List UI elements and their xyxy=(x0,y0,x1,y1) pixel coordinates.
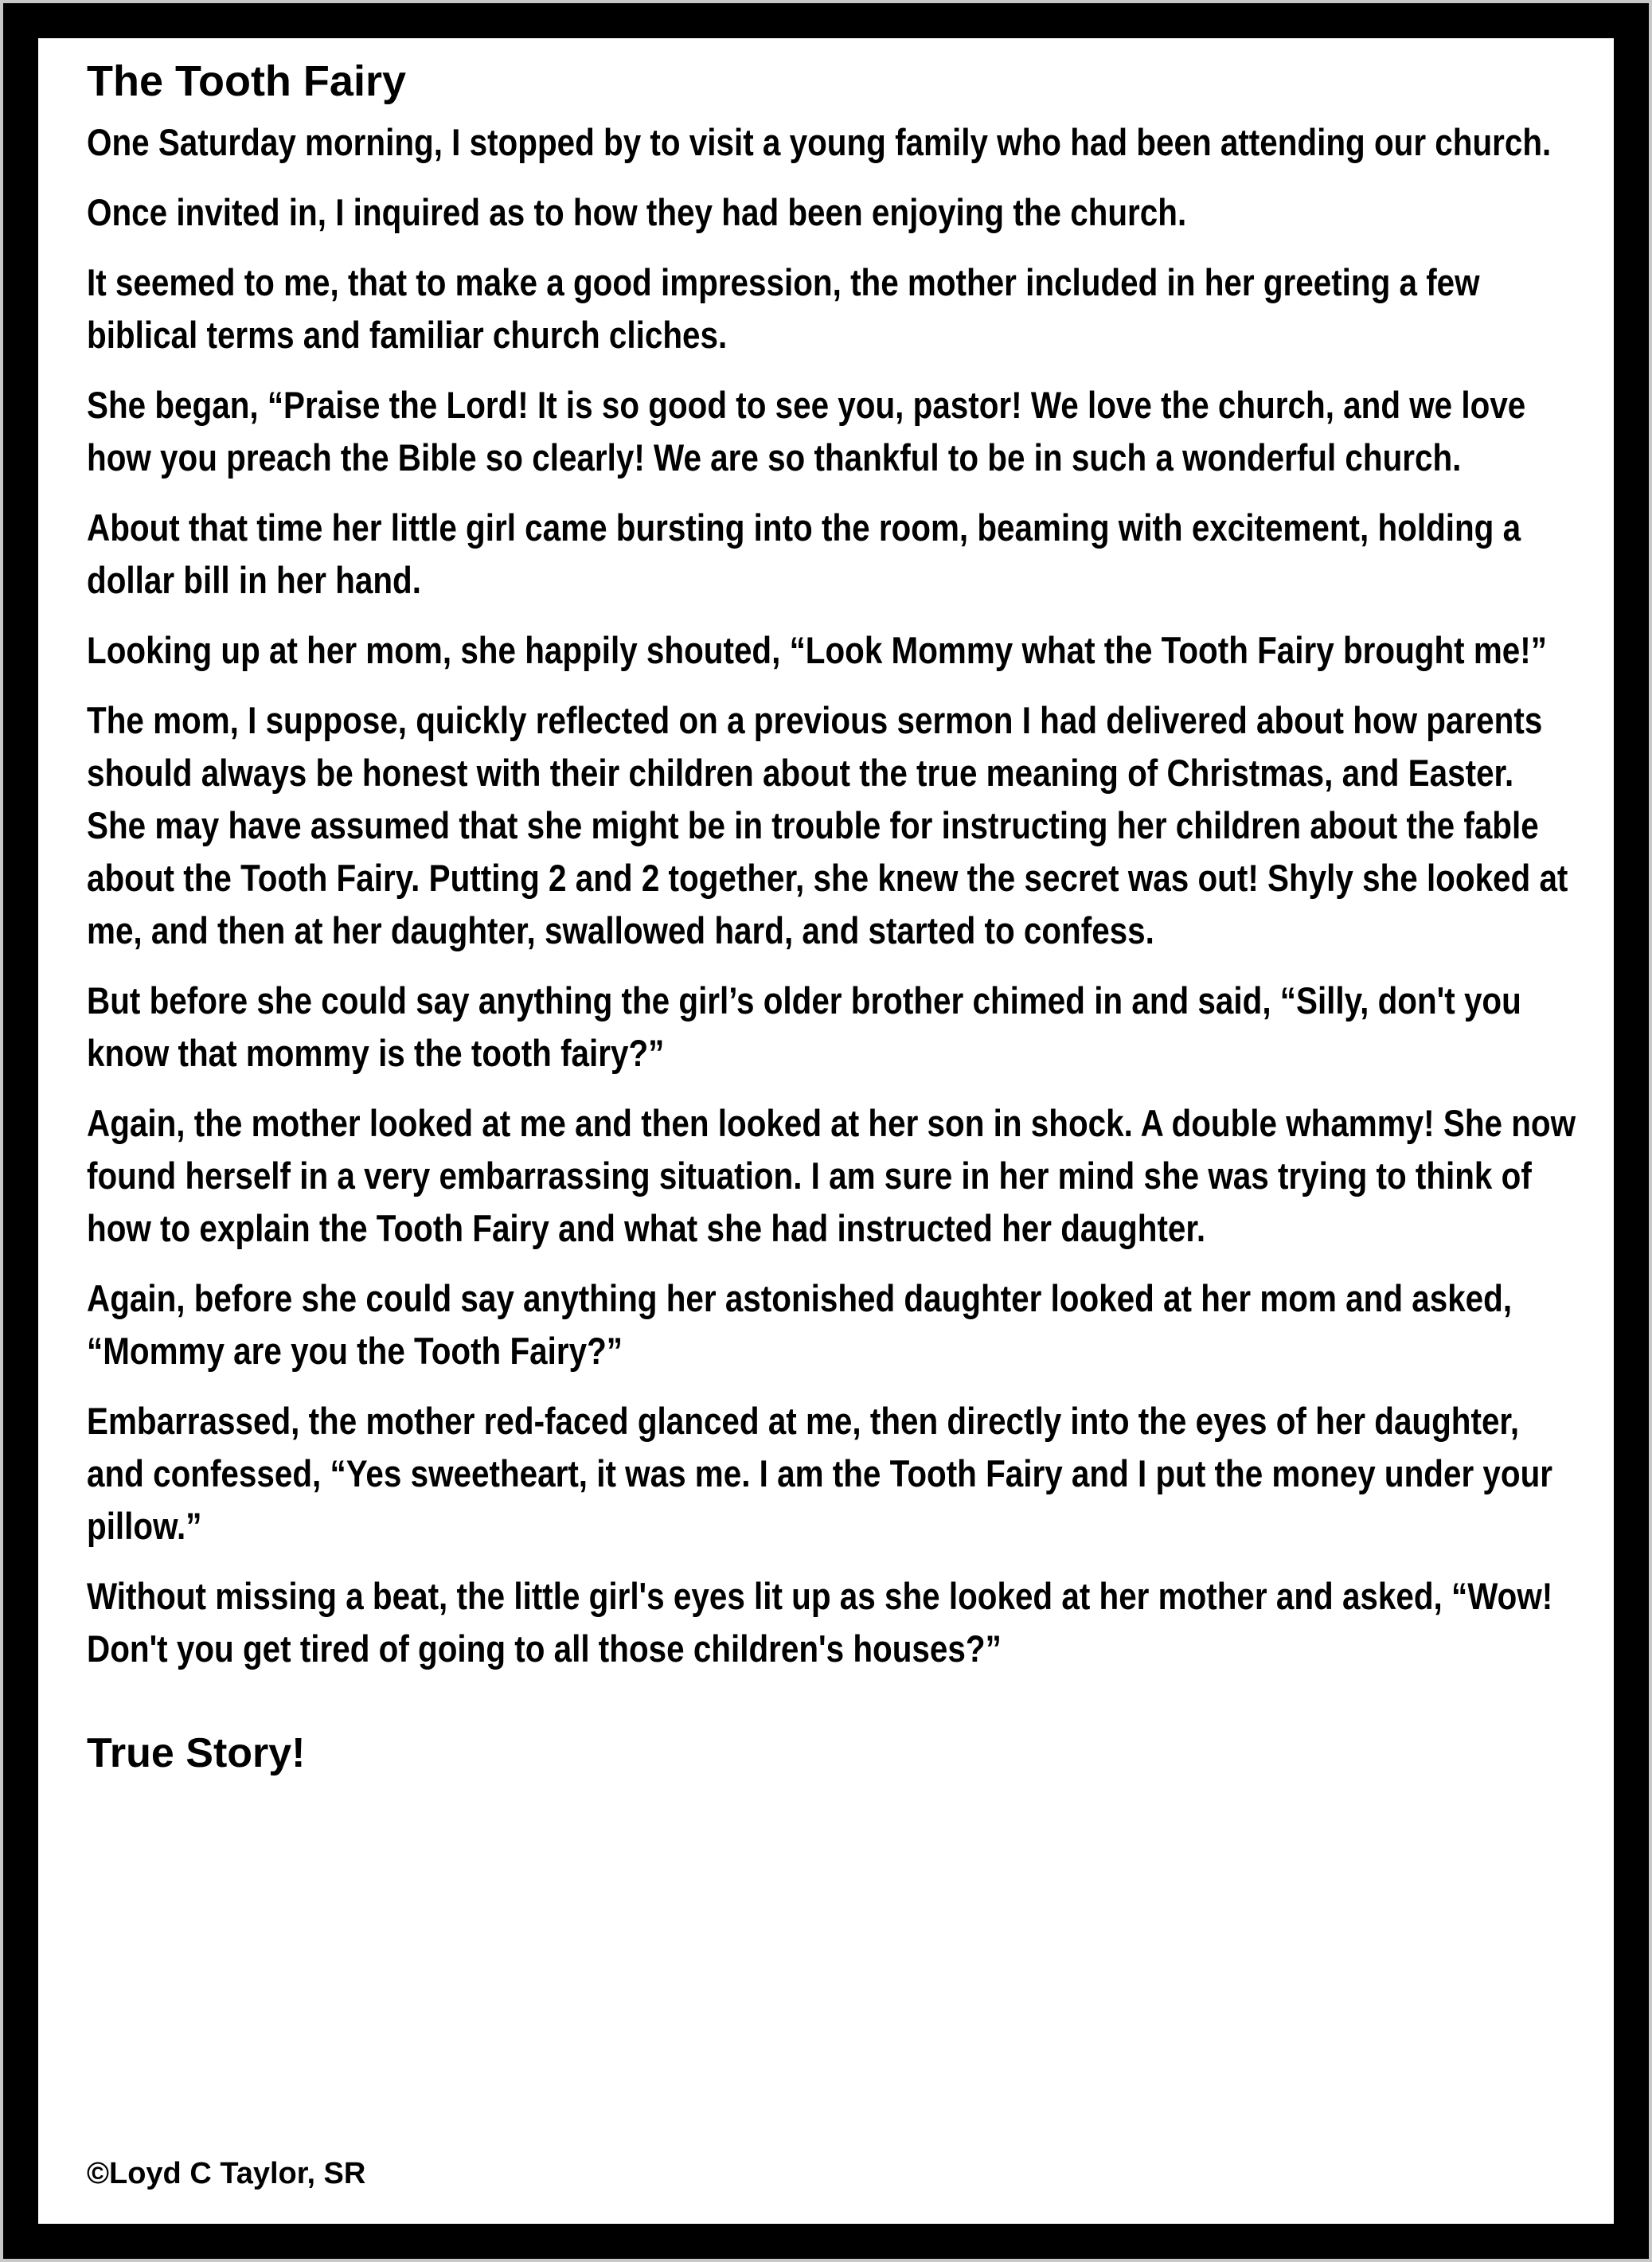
copyright-notice: ©Loyd C Taylor, SR xyxy=(87,2157,366,2190)
story-paragraph: She began, “Praise the Lord! It is so good to see you, pastor! We love the church, and we love how you preach the Bible so clearly! We are so thankful to be in such a wonderful church. xyxy=(87,384,1526,479)
story-paragraph: Once invited in, I inquired as to how they had been enjoying the church. xyxy=(87,191,1187,233)
page-frame xyxy=(3,3,1649,2259)
story-paragraph: About that time her little girl came bursting into the room, beaming with excitement, holding a dollar bill in her hand. xyxy=(87,506,1521,601)
story-paragraph: Again, before she could say anything her astonished daughter looked at her mom and asked, “Mommy are you the Tooth Fairy?” xyxy=(87,1277,1513,1372)
closing-line: True Story! xyxy=(87,1730,306,1776)
story-paragraph: Embarrassed, the mother red-faced glanced at me, then directly into the eyes of her daughter, and confessed, “Yes sweetheart, it was me. I am the Tooth Fairy and I put the money under your pillow.” xyxy=(87,1400,1553,1547)
story-paragraph: Without missing a beat, the little girl's eyes lit up as she looked at her mother and asked, “Wow! Don't you get tired of going to all those children's houses?” xyxy=(87,1575,1553,1670)
story-paragraph: The mom, I suppose, quickly reflected on a previous sermon I had delivered about how parents should always be honest with their children about the true meaning of Christmas, and Easter. She may have assumed that she might be in trouble for instructing her children about the fable about the Tooth Fairy. Putting 2 and 2 together, she knew the secret was out! Shyly she looked at me, and then at her daughter, swallowed hard, and started to confess. xyxy=(87,699,1568,951)
story-paragraph: But before she could say anything the girl’s older brother chimed in and said, “Silly, don't you know that mommy is the tooth fairy?” xyxy=(87,979,1521,1074)
story-paragraph: Again, the mother looked at me and then looked at her son in shock. A double whammy! She now found herself in a very embarrassing situation. I am sure in her mind she was trying to think of how to explain the Tooth Fairy and what she had instructed her daughter. xyxy=(87,1102,1576,1249)
story-paragraph: Looking up at her mom, she happily shouted, “Look Mommy what the Tooth Fairy brought me!” xyxy=(87,629,1547,671)
story-paragraph: One Saturday morning, I stopped by to visit a young family who had been attending our church. xyxy=(87,121,1552,163)
story-title: The Tooth Fairy xyxy=(87,57,406,105)
story-page xyxy=(38,38,1614,2224)
story-paragraph: It seemed to me, that to make a good impression, the mother included in her greeting a few biblical terms and familiar church cliches. xyxy=(87,261,1480,356)
story-body xyxy=(87,116,1574,1675)
